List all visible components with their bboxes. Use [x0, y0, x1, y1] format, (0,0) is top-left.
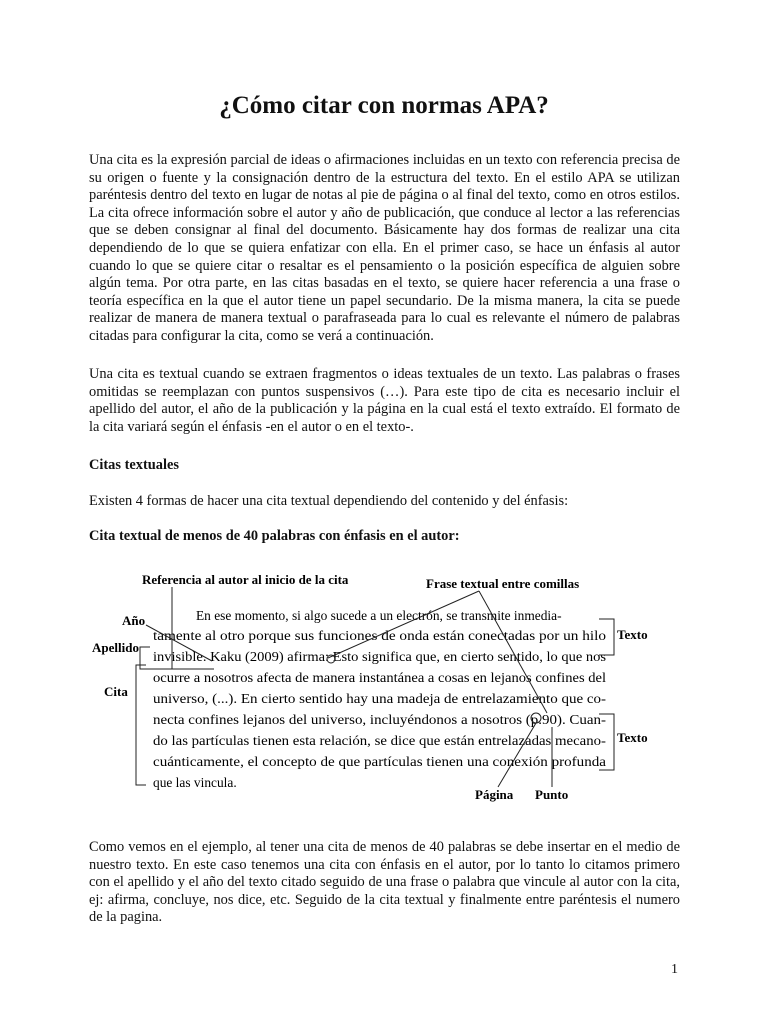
- figure-line-1: En ese momento, si algo sucede a un electrón, se transmite inmedia-: [196, 608, 562, 623]
- figure-line-5: universo, (...). En cierto sentido hay una madeja de entrelazamiento que co-: [153, 691, 606, 706]
- label-anio: Año: [122, 613, 146, 628]
- label-cita: Cita: [104, 684, 128, 699]
- label-punto: Punto: [535, 787, 569, 802]
- label-pagina: Página: [475, 787, 514, 802]
- connector-frase-1: [328, 591, 479, 658]
- bracket-cita: [136, 665, 146, 785]
- figure-line-2: tamente al otro porque sus funciones de onda están conectadas por un hilo: [153, 628, 607, 643]
- figure-line-7: do las partículas tienen esta relación, se dice que están entrelazadas mecano-: [153, 733, 606, 748]
- textual-cite-paragraph: Una cita es textual cuando se extraen fragmentos o ideas textuales de un texto. Las palabras o frases omitidas se reemplazan con puntos suspensivos (…). Para este tipo de cita es necesario incluir el apellido del autor, el año de la publicación y la página en la cual está el texto extraído. El formato de la cita variará según el énfasis -en el autor o en el texto-.: [89, 366, 680, 435]
- label-texto-2: Texto: [617, 730, 648, 745]
- subsection-heading: Cita textual de menos de 40 palabras con énfasis en el autor:: [89, 528, 460, 544]
- label-apellido: Apellido: [92, 640, 139, 655]
- figure-line-6: necta confines lejanos del universo, incluyéndonos a nosotros (p.90). Cuan-: [153, 712, 606, 727]
- figure-line-4: ocurre a nosotros afecta de manera instantánea a cosas en lejanos confines del: [153, 670, 607, 685]
- label-ref-autor: Referencia al autor al inicio de la cita: [142, 572, 349, 587]
- intro-paragraph: Una cita es la expresión parcial de ideas o afirmaciones incluidas en un texto con referencia precisa de su origen o fuente y la consignación dentro de la estructura del texto. En el estilo APA se utilizan paréntesis dentro del texto en lugar de notas al pie de página o al final del texto, como en otros estilos. La cita ofrece información sobre el autor y año de publicación, que conduce al lector a las referencias que se deben consignar al final del documento. Básicamente hay dos formas de realizar una cita dependiendo de lo que se quiera enfatizar con ella. En el primer caso, se hace un énfasis al autor cuando lo que se quiere citar o resaltar es el pensamiento o la posición específica de alguien sobre algún tema. Por otra parte, en las citas basadas en el texto, se quiere hacer referencia a una frase o teoría específica en la que el autor tiene un papel secundario. De la misma manera, la cita se puede realizar de manera de manera textual o parafraseada para lo cual es relevante el número de palabras citadas para configurar la cita, como se verá a continuación.: [89, 152, 680, 344]
- page-number: 1: [671, 962, 678, 977]
- forms-paragraph: Existen 4 formas de hacer una cita textual dependiendo del contenido y del énfasis:: [89, 493, 569, 509]
- section-heading-citas-textuales: Citas textuales: [89, 457, 179, 473]
- page-title: ¿Cómo citar con normas APA?: [219, 92, 549, 119]
- citation-example-figure: [84, 563, 648, 808]
- label-texto-1: Texto: [617, 627, 648, 642]
- figure-line-8: cuánticamente, el concepto de que partículas tienen una conexión profunda: [153, 754, 607, 769]
- label-frase-textual: Frase textual entre comillas: [426, 576, 580, 591]
- explanation-paragraph: Como vemos en el ejemplo, al tener una cita de menos de 40 palabras se debe insertar en el medio de nuestro texto. En este caso tenemos una cita con énfasis en el autor, por lo tanto lo citamos primero con el apellido y el año del texto citado seguido de una frase o palabra que vincule al autor con la cita, ej: afirma, concluye, nos dice, etc. Seguido de la cita textual y finalmente entre paréntesis el numero de la pagina.: [89, 839, 680, 926]
- figure-line-9: que las vincula.: [153, 775, 237, 790]
- figure-line-3: invisible. Kaku (2009) afirma: Esto significa que, en cierto sentido, lo que nos: [153, 649, 606, 664]
